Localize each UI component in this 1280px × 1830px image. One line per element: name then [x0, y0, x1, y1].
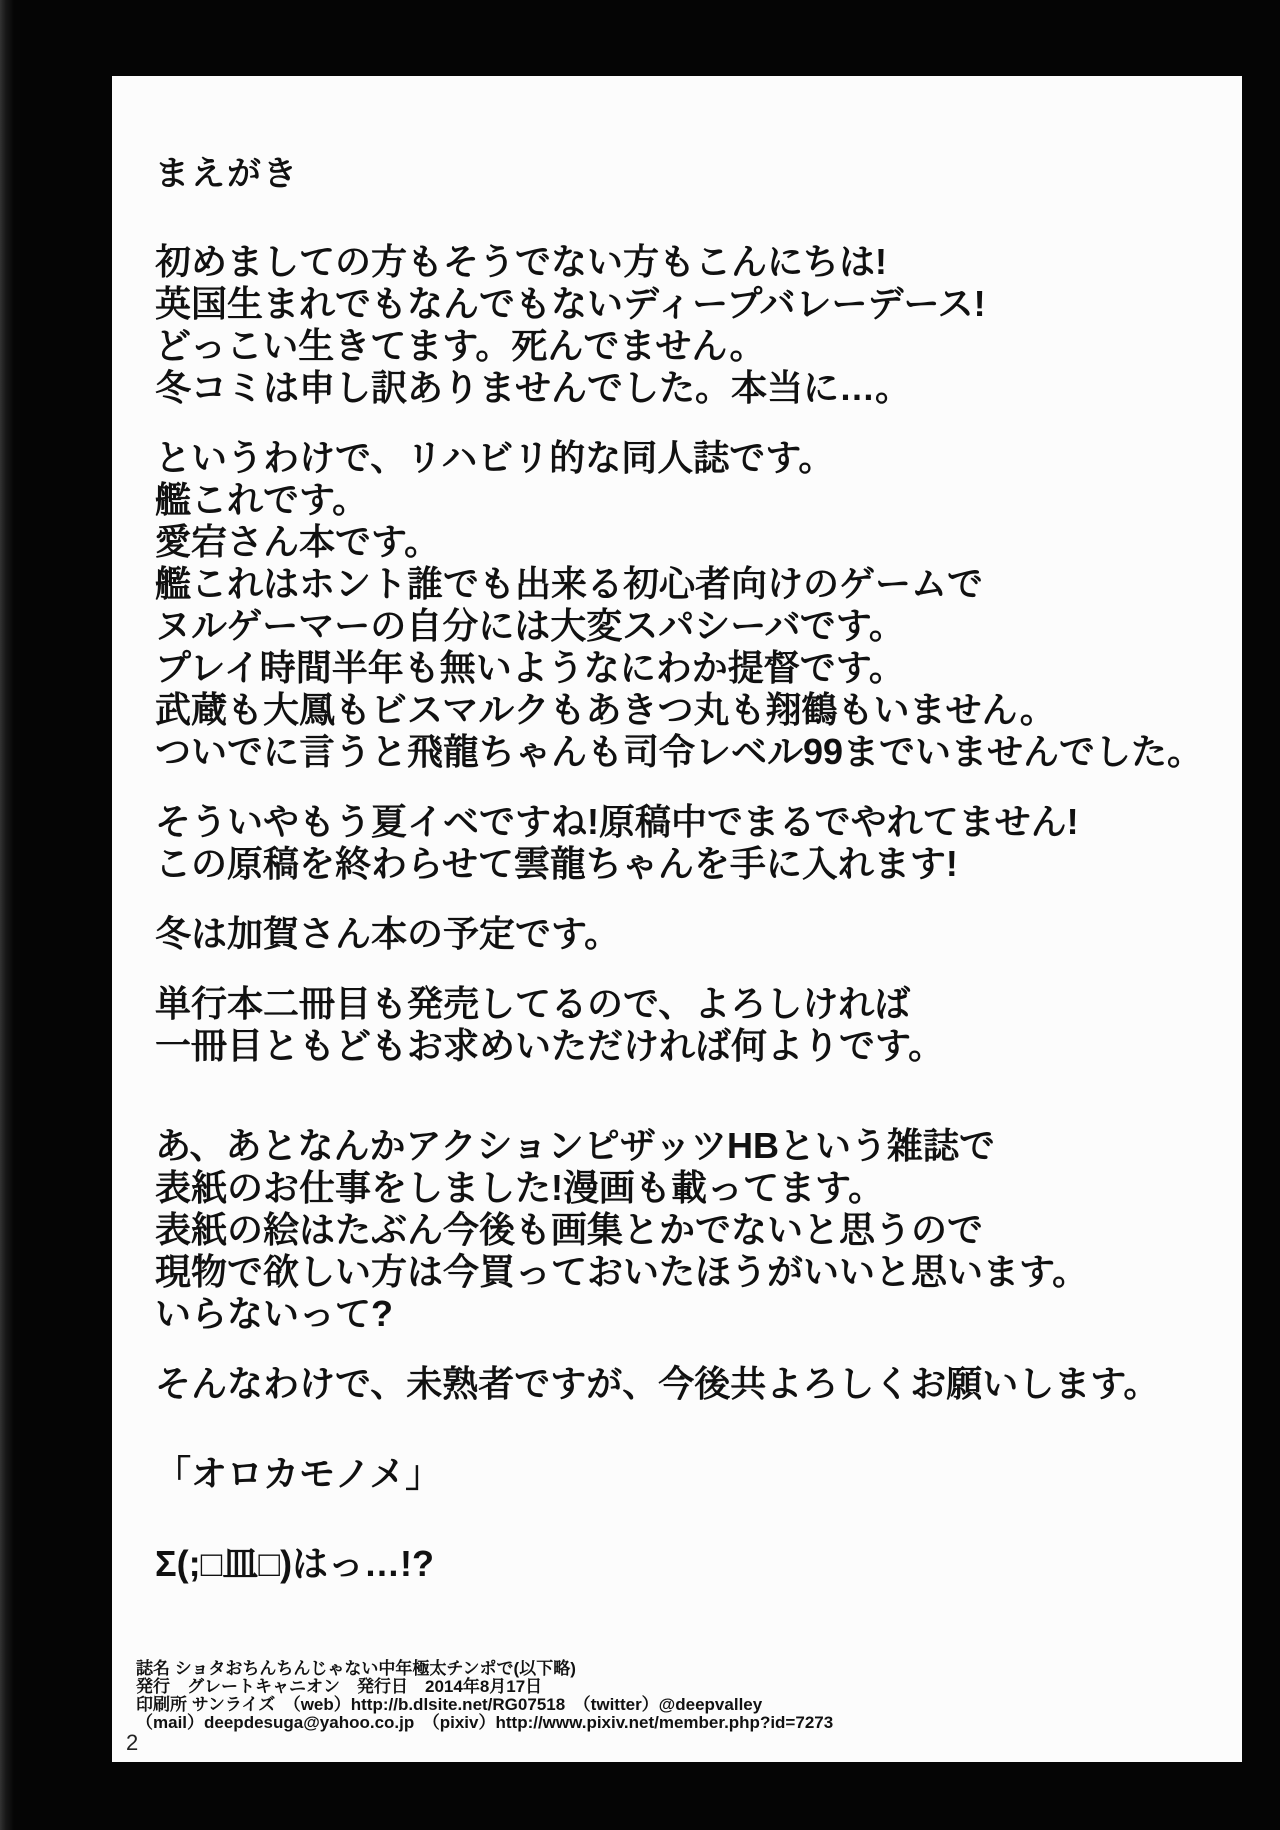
paragraph: [155, 801, 1222, 885]
text-line: 英国生まれでもなんでもないディープバレーデース!: [155, 283, 986, 324]
text-line: この原稿を終わらせて雲龍ちゃんを手に入れます!: [155, 843, 958, 884]
text-line: 初めましての方もそうでない方もこんにちは!: [155, 241, 887, 282]
page-body: [155, 241, 1222, 1585]
text-line: 表紙のお仕事をしました!漫画も載ってます。: [155, 1167, 885, 1208]
paragraph: [155, 1363, 1222, 1405]
text-line: 武蔵も大鳳もビスマルクもあきつ丸も翔鶴もいません。: [155, 689, 1056, 730]
text-line: 冬は加賀さん本の予定です。: [155, 913, 621, 954]
text-line: 冬コミは申し訳ありませんでした。本当に…。: [155, 367, 912, 408]
paragraph: [155, 913, 1222, 955]
paragraph: [155, 1543, 1222, 1585]
text-line: プレイ時間半年も無いようなにわか提督です。: [155, 647, 905, 688]
doujin-page: [112, 76, 1242, 1762]
text-line: 単行本二冊目も発売してるので、よろしければ: [155, 983, 911, 1024]
text-line: 表紙の絵はたぶん今後も画集とかでないと思うので: [155, 1209, 984, 1250]
text-line: 現物で欲しい方は今買っておいたほうがいいと思います。: [155, 1251, 1089, 1292]
text-line: ついでに言うと飛龍ちゃんも司令レベル99までいませんでした。: [155, 731, 1204, 772]
colophon-line: （mail）deepdesuga@yahoo.co.jp （pixiv）http://www.pixiv.net/member.php?id=7273: [136, 1713, 834, 1732]
text-line: そんなわけで、未熟者ですが、今後共よろしくお願いします。: [155, 1363, 1160, 1404]
text-line: どっこい生きてます。死んでません。: [155, 325, 766, 366]
page-title: まえがき: [155, 155, 299, 193]
scan-edge-artifact: [0, 0, 14, 1830]
text-line: 「オロカモノメ」: [155, 1453, 442, 1494]
paragraph: [155, 1453, 1222, 1495]
paragraph: [155, 241, 1222, 409]
colophon-line: 発行 グレートキャニオン 発行日 2014年8月17日: [136, 1677, 543, 1696]
text-line: Σ(;□皿□)はっ…!?: [155, 1543, 435, 1584]
text-line: 愛宕さん本です。: [155, 521, 441, 562]
text-line: 艦これはホント誰でも出来る初心者向けのゲームで: [155, 563, 984, 604]
text-line: 艦これです。: [155, 479, 369, 520]
page-number: 2: [126, 1730, 139, 1755]
text-line: 一冊目ともどもお求めいただければ何よりです。: [155, 1025, 945, 1066]
colophon: [136, 1660, 833, 1732]
text-line: ヌルゲーマーの自分には大変スパシーバです。: [155, 605, 905, 646]
text-line: というわけで、リハビリ的な同人誌です。: [155, 437, 835, 478]
text-line: いらないって?: [155, 1293, 393, 1334]
paragraph: [155, 1125, 1222, 1335]
colophon-line: 印刷所 サンライズ （web）http://b.dlsite.net/RG07518 （twitter）@deepvalley: [136, 1695, 763, 1714]
paragraph: [155, 437, 1222, 773]
colophon-line: 誌名 ショタおちんちんじゃない中年極太チンポで(以下略): [136, 1659, 576, 1678]
paragraph: [155, 983, 1222, 1067]
text-line: あ、あとなんかアクションピザッツHBという雑誌で: [155, 1125, 996, 1166]
page-content: [155, 146, 1222, 1613]
text-line: そういやもう夏イベですね!原稿中でまるでやれてません!: [155, 801, 1079, 842]
